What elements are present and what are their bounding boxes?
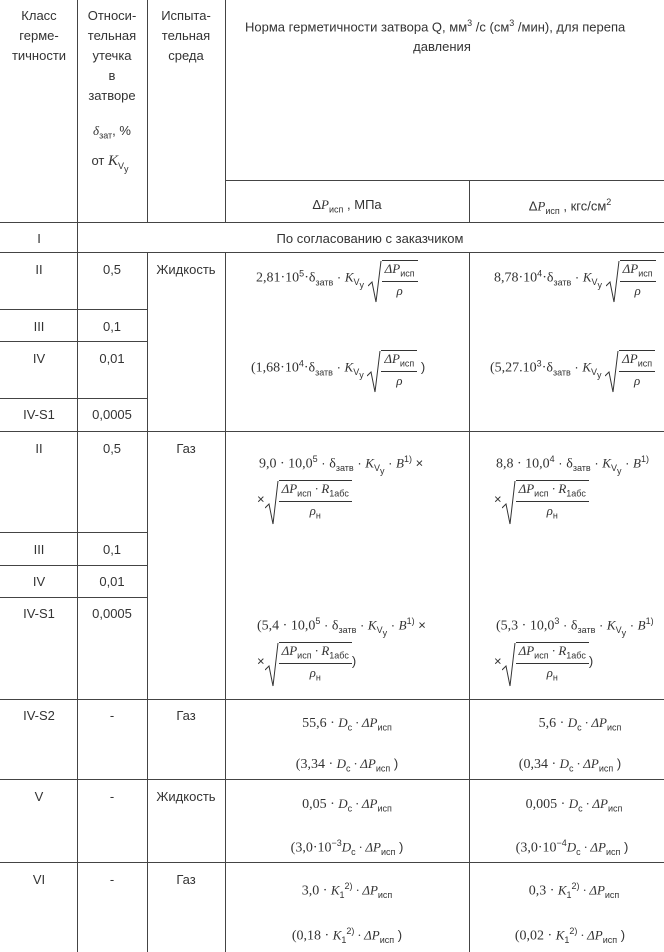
k-subsub: у <box>597 280 603 291</box>
leak-cell: 0,01 <box>99 351 125 366</box>
dot: · <box>554 455 567 471</box>
dp-symbol: · ΔP <box>582 796 608 811</box>
delta: Δ <box>312 197 322 212</box>
from-word: от <box>91 153 105 168</box>
dp-sub: исп <box>379 934 395 945</box>
coef: (0,34 · <box>518 757 560 772</box>
dp-symbol: · ΔP <box>577 927 603 943</box>
rad-num: ΔP <box>518 481 535 496</box>
r-symbol: · R <box>311 481 330 496</box>
s2-formula-kgs-b <box>519 757 621 774</box>
d-symbol: D <box>566 839 577 855</box>
leak-cell: 0,01 <box>99 574 125 589</box>
v-formula-mpa-b <box>291 839 404 857</box>
k-symbol: K <box>344 269 354 285</box>
dot: · <box>320 617 332 633</box>
class-cell: IV-S1 <box>23 606 55 621</box>
rad-num-sub: исп <box>637 358 653 369</box>
d-symbol: D <box>336 756 347 771</box>
r-sub: 1абс <box>329 650 349 661</box>
k1-symbol: K <box>330 882 340 898</box>
delta-sub: затв <box>553 277 572 288</box>
exp: 4 <box>298 358 304 369</box>
k-sub: V <box>376 624 383 635</box>
times: × <box>494 491 502 507</box>
times: × <box>494 653 502 669</box>
s2-formula-mpa-b <box>296 757 398 774</box>
gas-formula-kgs-line2 <box>494 480 589 520</box>
delta-sub: затв <box>577 624 596 635</box>
mpa-unit: , МПа <box>343 197 382 212</box>
k-subsub: у <box>359 280 365 291</box>
exp: 3 <box>554 616 560 626</box>
dot: · <box>384 455 397 471</box>
d-sub: c <box>347 722 353 733</box>
close-paren: ) <box>351 653 357 669</box>
coef: (5,3 · 10,0 <box>496 618 555 634</box>
delta-sub: зат <box>99 130 113 141</box>
close-paren: ) <box>620 839 629 855</box>
delta-sub: затв <box>338 624 357 635</box>
leak-cell: 0,0005 <box>92 606 132 621</box>
vi-formula-kgs <box>529 882 620 900</box>
rho: ρ <box>546 502 553 518</box>
rad-num-sub: исп <box>297 650 312 661</box>
delta-sub: затв <box>315 367 333 378</box>
dot: · <box>559 617 571 633</box>
header-norm-title <box>245 19 625 33</box>
dp-sub: исп <box>377 722 392 733</box>
k-symbol: K <box>365 455 374 471</box>
k-subsub: у <box>621 627 627 638</box>
dp-sub: исп <box>602 934 618 945</box>
close-paren: ) <box>390 756 399 771</box>
vi-formula-kgs-b <box>515 927 625 945</box>
k-subsub: у <box>597 370 602 381</box>
rad-num-sub: исп <box>638 268 653 279</box>
v-formula-kgs <box>526 797 623 814</box>
k1-sub: 1 <box>564 934 570 945</box>
exp: 3 <box>536 358 542 369</box>
delta-sub: затв <box>552 367 571 378</box>
dp-symbol: · ΔP <box>352 882 378 898</box>
v-formula-mpa <box>302 797 392 814</box>
dot: · <box>387 617 399 633</box>
coef: 0,005 · <box>525 797 569 812</box>
dp-sub: исп <box>606 722 622 733</box>
d-sub: c <box>577 722 582 733</box>
dot: · <box>571 269 583 285</box>
k1-symbol: K <box>557 882 567 898</box>
medium-cell: Газ <box>176 708 196 723</box>
medium-cell: Жидкость <box>156 262 216 277</box>
delta-symbol: δ <box>93 123 100 138</box>
k1-sup: 2) <box>571 881 580 891</box>
class-cell: II <box>35 262 43 277</box>
norm-title-sup: 3 <box>509 18 515 28</box>
header-medium <box>161 6 211 66</box>
k1-sup: 2) <box>569 926 578 936</box>
sqrt-icon <box>502 480 589 520</box>
header-class-line: тичности <box>11 48 67 63</box>
rho: ρ <box>309 502 316 518</box>
dot: · <box>590 455 603 471</box>
k1-sup: 2) <box>344 881 353 891</box>
kv-subsub: у <box>124 163 129 174</box>
close-paren: ) <box>617 927 626 943</box>
b-sup: 1) <box>640 454 649 464</box>
header-class <box>12 6 66 66</box>
s2-formula-mpa <box>302 716 392 733</box>
rad-num-sub: исп <box>534 650 549 661</box>
r-sub: 1абс <box>329 488 349 499</box>
times: × <box>411 455 424 471</box>
delta: ·δ <box>542 270 554 286</box>
dp-symbol: · ΔP <box>573 756 599 771</box>
close-paren: ) <box>417 359 426 375</box>
close-paren: ) <box>395 839 404 855</box>
coef: 0,05 · <box>302 797 339 812</box>
rad-num: ΔP <box>281 481 298 496</box>
header-medium-line: Испыта- <box>161 8 211 23</box>
dot: · <box>595 617 607 633</box>
header-leak-kv <box>91 154 128 173</box>
k1-symbol: K <box>555 927 565 943</box>
exp: 4 <box>537 268 543 279</box>
rho-sub: н <box>315 672 321 683</box>
k-symbol: K <box>344 359 354 375</box>
coef: (1,68·10 <box>251 360 299 376</box>
b-sup: 1) <box>645 616 654 626</box>
dp-sub: исп <box>598 763 614 774</box>
leak-cell: 0,1 <box>102 542 122 557</box>
header-class-line: гермe- <box>19 28 59 43</box>
sqrt-icon <box>502 642 589 682</box>
rad-den: ρ <box>396 372 403 388</box>
rad-num: ΔP <box>281 643 298 658</box>
header-norm-title-line2: давления <box>413 39 471 54</box>
leak-cell: - <box>109 708 115 723</box>
header-medium-line: тельная <box>161 28 211 43</box>
k-sub: V <box>353 367 360 378</box>
gas-formula-mpa-line1: $9,0 \cdot 10,0^5 \cdot \delta_{затв} \cdot K_{V_у} \cdot B^{1)}$ × <box>259 454 424 476</box>
sqrt-icon <box>367 350 417 387</box>
rad-num-sub: исп <box>534 488 549 499</box>
liquid-formula-mpa-gas <box>251 350 425 387</box>
medium-cell: Газ <box>176 441 196 456</box>
coef: 3,0 · <box>301 883 331 899</box>
k-symbol: K <box>606 617 616 633</box>
exp: 4 <box>549 454 555 464</box>
kgs-sup: 2 <box>606 197 612 207</box>
k1-sub: 1 <box>341 934 347 945</box>
norm-title-part: /с (см <box>472 19 510 35</box>
sqrt-icon <box>368 260 418 297</box>
coef: 8,78·10 <box>494 270 538 286</box>
dot: · <box>570 359 583 375</box>
dp-sub: исп <box>375 763 391 774</box>
rho: ρ <box>546 664 553 680</box>
dp-symbol: · ΔP <box>355 839 381 855</box>
class-cell: II <box>35 441 43 456</box>
dp-sub: исп <box>380 846 396 857</box>
class-cell: IV-S2 <box>23 708 55 723</box>
d-symbol: D <box>568 796 579 811</box>
rad-num: ΔP <box>622 261 639 276</box>
d-sub: c <box>346 763 351 774</box>
delta-sub: затв <box>335 462 354 473</box>
dp-sub: исп <box>377 803 392 814</box>
header-leak-line: затворе <box>88 88 136 103</box>
coef: 55,6 · <box>302 716 339 731</box>
header-leak <box>88 6 137 106</box>
class-cell: IV <box>32 574 46 589</box>
exp: 5 <box>312 454 318 464</box>
leak-cell: - <box>109 872 115 887</box>
r-sub: 1абс <box>566 488 586 499</box>
dot: · <box>356 617 368 633</box>
gas-formula-kgs-line1: $8,8 \cdot 10,0^4 \cdot \delta_{затв} \cdot K_{V_у} \cdot B^{1)}$ <box>496 454 649 476</box>
delta: ·δ <box>304 270 316 286</box>
coef: 8,8 · 10,0 <box>496 456 550 472</box>
liquid-formula-kgs-gas <box>490 350 655 387</box>
k-subsub: у <box>379 465 385 476</box>
coef: 0,3 · <box>528 883 558 899</box>
close-paren: ) <box>394 927 403 943</box>
k1-sup: 2) <box>346 926 355 936</box>
dp-symbol: · ΔP <box>352 715 378 730</box>
delta: Δ <box>528 198 538 214</box>
rad-num-sub: исп <box>400 268 415 279</box>
sqrt-icon <box>265 642 352 682</box>
header-leak-line: тельная <box>87 28 137 43</box>
delta-sub: затв <box>315 277 334 288</box>
b-symbol: B <box>633 455 641 471</box>
delta-sub: затв <box>572 462 591 473</box>
coef: (5,4 · 10,0 <box>257 618 316 634</box>
times: × <box>257 491 265 507</box>
rho-sub: н <box>552 510 558 521</box>
dot: · <box>621 455 634 471</box>
header-leak-line: в <box>108 68 116 83</box>
r-symbol: · R <box>548 643 567 658</box>
class-I: I <box>37 231 41 246</box>
leak-cell: 0,1 <box>102 319 122 334</box>
coef: (3,0·10 <box>290 840 332 856</box>
class-cell: III <box>33 319 45 334</box>
k-symbol: K <box>582 359 592 375</box>
coef: 5,6 · <box>538 716 568 731</box>
dp-symbol: · ΔP <box>354 927 380 943</box>
coef: 9,0 · 10,0 <box>259 456 313 472</box>
header-medium-line: среда <box>168 48 204 63</box>
subheader-mpa <box>312 198 381 215</box>
k-sub: V <box>591 367 598 378</box>
gas-formula-mpa-b-line2 <box>257 642 356 682</box>
times: × <box>257 653 265 669</box>
d-symbol: D <box>338 796 348 811</box>
r-symbol: · R <box>311 643 330 658</box>
exp: 5 <box>299 268 305 279</box>
k1-symbol: K <box>332 927 342 943</box>
exp: −3 <box>331 838 342 848</box>
d-symbol: D <box>338 715 348 730</box>
kv-symbol: K <box>108 153 119 169</box>
norm-title-sup: 3 <box>467 18 473 28</box>
d-sub: c <box>578 803 583 814</box>
p-sub: исп <box>328 204 344 215</box>
v-formula-kgs-b <box>516 839 629 857</box>
rad-num: ΔP <box>518 643 535 658</box>
k-subsub: у <box>616 465 622 476</box>
sqrt-icon <box>605 350 655 387</box>
r-symbol: · R <box>548 481 567 496</box>
rad-num: ΔP <box>622 351 638 366</box>
medium-cell: Жидкость <box>156 789 216 804</box>
leak-cell: 0,5 <box>102 441 122 456</box>
kv-sub: V <box>118 160 125 171</box>
r-sub: 1абс <box>566 650 586 661</box>
d-sub: c <box>576 846 581 857</box>
percent-unit: , % <box>112 123 131 138</box>
rad-num: ΔP <box>384 351 400 366</box>
dp-symbol: · ΔP <box>581 715 607 730</box>
coef: (3,0·10 <box>515 840 557 856</box>
gas-formula-mpa-line2 <box>257 480 352 520</box>
b-symbol: B <box>398 617 407 633</box>
vi-formula-mpa-b <box>292 927 402 945</box>
delta: ·δ <box>541 360 553 376</box>
k-sub: V <box>591 277 598 288</box>
leak-cell: 0,5 <box>102 262 122 277</box>
p-symbol: P <box>537 198 546 214</box>
d-symbol: D <box>341 839 352 855</box>
d-symbol: D <box>567 715 578 730</box>
k1-sub: 1 <box>339 889 345 900</box>
header-leak-line: утечка <box>92 48 132 63</box>
coef: (0,18 · <box>291 928 333 944</box>
k-subsub: у <box>359 370 364 381</box>
k-sub: V <box>353 277 360 288</box>
p-symbol: P <box>321 197 329 212</box>
d-sub: c <box>347 803 353 814</box>
d-sub: c <box>351 846 356 857</box>
dot: · <box>353 455 366 471</box>
b-symbol: B <box>637 617 646 633</box>
leak-cell: - <box>109 789 115 804</box>
close-paren: ) <box>588 653 594 669</box>
exp: 5 <box>315 616 321 626</box>
close-paren: ) <box>613 756 622 771</box>
dot: · <box>626 617 638 633</box>
agreement-text: По согласованию с заказчиком <box>276 231 464 246</box>
class-cell: IV <box>32 351 46 366</box>
medium-cell: Газ <box>176 872 196 887</box>
dp-sub: исп <box>604 889 620 900</box>
rad-num: ΔP <box>384 261 401 276</box>
times: × <box>414 617 426 633</box>
k-sub: V <box>615 624 622 635</box>
coef: (5,27.10 <box>490 360 537 376</box>
dp-symbol: · ΔP <box>580 839 606 855</box>
dp-symbol: · ΔP <box>579 882 605 898</box>
dp-symbol: · ΔP <box>352 796 378 811</box>
coef: (0,02 · <box>514 928 556 944</box>
rho-sub: н <box>315 510 321 521</box>
exp: −4 <box>556 838 567 848</box>
norm-title-part: Норма герметичности затвора Q, мм <box>245 19 468 35</box>
k1-sub: 1 <box>566 889 572 900</box>
class-cell: V <box>34 789 44 804</box>
b-sup: 1) <box>406 616 415 626</box>
sqrt-icon <box>265 480 352 520</box>
dp-sub: исп <box>605 846 621 857</box>
k-symbol: K <box>367 617 377 633</box>
b-sup: 1) <box>403 454 412 464</box>
d-sub: c <box>569 763 574 774</box>
sqrt-icon <box>606 260 656 297</box>
dp-sub: исп <box>607 803 623 814</box>
class-cell: VI <box>32 872 46 887</box>
k-subsub: у <box>382 627 388 638</box>
dp-symbol: · ΔP <box>350 756 376 771</box>
k-symbol: K <box>582 269 592 285</box>
gas-formula-kgs-b-line1: ($5,3 \cdot 10,0^3 \cdot \delta_{затв} \cdot K_{V_у} \cdot B^{1)}$ <box>496 616 654 638</box>
coef: 2,81·10 <box>256 270 300 286</box>
p-sub: исп <box>545 205 560 216</box>
k-sub: V <box>373 462 380 473</box>
d-symbol: D <box>559 756 570 771</box>
liquid-formula-kgs <box>494 260 656 297</box>
rad-num-sub: исп <box>399 358 415 369</box>
rad-den: ρ <box>634 282 641 298</box>
rho-sub: н <box>552 672 558 683</box>
subheader-kgs <box>529 198 612 216</box>
rad-den: ρ <box>634 372 641 388</box>
header-leak-symbol <box>93 124 131 141</box>
rad-den: ρ <box>396 282 403 298</box>
k-symbol: K <box>602 455 611 471</box>
norm-title-part: /мин), для перепа <box>514 19 626 35</box>
kgs-unit: , кгс/см <box>559 198 607 214</box>
b-symbol: B <box>396 455 404 471</box>
class-cell: III <box>33 542 45 557</box>
liquid-formula-mpa <box>256 260 418 297</box>
header-class-line: Класс <box>21 8 57 23</box>
coef: (3,34 · <box>295 757 337 772</box>
vi-formula-mpa <box>302 882 393 900</box>
rad-num-sub: исп <box>297 488 312 499</box>
rho: ρ <box>309 664 316 680</box>
delta: ·δ <box>303 360 316 376</box>
class-cell: IV-S1 <box>23 407 55 422</box>
gas-formula-mpa-b-line1: ($5,4 \cdot 10,0^5 \cdot \delta_{затв} \cdot K_{V_у} \cdot B^{1)}$ × <box>257 616 426 638</box>
gas-formula-kgs-b-line2 <box>494 642 593 682</box>
header-leak-line: Относи- <box>87 8 137 23</box>
dot: · <box>333 269 345 285</box>
dp-sub: исп <box>377 889 393 900</box>
k-sub: V <box>610 462 617 473</box>
leak-cell: 0,0005 <box>92 407 132 422</box>
dot: · <box>332 359 345 375</box>
dot: · <box>317 455 330 471</box>
s2-formula-kgs <box>539 716 622 733</box>
